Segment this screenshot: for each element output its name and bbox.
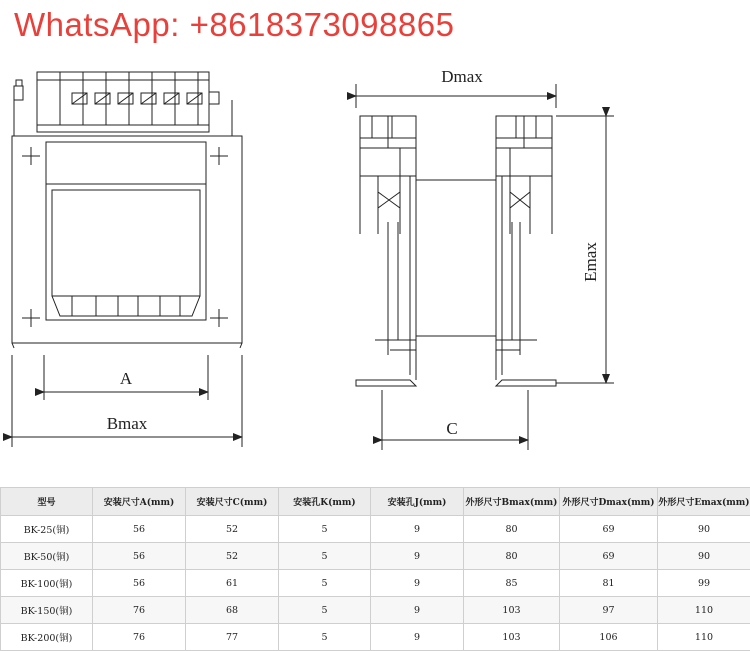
table-cell: 69	[560, 516, 658, 543]
table-cell: 9	[371, 570, 464, 597]
table-cell: 56	[93, 516, 186, 543]
table-cell: 90	[658, 543, 750, 570]
table-cell: 5	[279, 624, 371, 651]
side-view	[356, 84, 614, 450]
table-cell: 103	[464, 597, 560, 624]
column-header-hole-k: 安装孔K(mm)	[279, 488, 371, 516]
table-cell: BK-200(铜)	[1, 624, 93, 651]
table-cell: 110	[658, 624, 750, 651]
table-cell: 56	[93, 543, 186, 570]
table-cell: 61	[186, 570, 279, 597]
table-cell: 80	[464, 543, 560, 570]
table-cell: 52	[186, 516, 279, 543]
dimension-bmax-label: Bmax	[107, 414, 148, 433]
table-row	[1, 624, 750, 651]
table-cell: 90	[658, 516, 750, 543]
dimension-c-label: C	[446, 419, 457, 438]
table-cell: 80	[464, 516, 560, 543]
column-header-dim-a: 安装尺寸A(mm)	[93, 488, 186, 516]
table-cell: 9	[371, 543, 464, 570]
table-cell: 76	[93, 624, 186, 651]
column-header-emax: 外形尺寸Emax(mm)	[658, 488, 750, 516]
table-cell: 5	[279, 516, 371, 543]
table-cell: 81	[560, 570, 658, 597]
dimension-dmax-label: Dmax	[441, 67, 483, 86]
table-cell: 68	[186, 597, 279, 624]
table-cell: 103	[464, 624, 560, 651]
table-cell: BK-50(铜)	[1, 543, 93, 570]
table-row	[1, 516, 750, 543]
table-cell: BK-25(铜)	[1, 516, 93, 543]
dimension-a-label: A	[120, 369, 133, 388]
table-row	[1, 543, 750, 570]
table-cell: 9	[371, 516, 464, 543]
watermark-text: WhatsApp: +8618373098865	[14, 6, 454, 44]
table-row	[1, 597, 750, 624]
table-cell: 99	[658, 570, 750, 597]
spec-table	[0, 487, 750, 651]
column-header-dmax: 外形尺寸Dmax(mm)	[560, 488, 658, 516]
table-cell: BK-150(铜)	[1, 597, 93, 624]
table-cell: 5	[279, 570, 371, 597]
dimension-emax-label: Emax	[581, 242, 600, 282]
table-cell: 85	[464, 570, 560, 597]
front-view	[12, 72, 242, 447]
table-cell: 9	[371, 624, 464, 651]
table-cell: 9	[371, 597, 464, 624]
column-header-dim-c: 安装尺寸C(mm)	[186, 488, 279, 516]
table-cell: 110	[658, 597, 750, 624]
table-cell: 52	[186, 543, 279, 570]
table-cell: BK-100(铜)	[1, 570, 93, 597]
table-cell: 76	[93, 597, 186, 624]
table-cell: 69	[560, 543, 658, 570]
table-row	[1, 570, 750, 597]
table-cell: 5	[279, 543, 371, 570]
table-cell: 5	[279, 597, 371, 624]
table-cell: 106	[560, 624, 658, 651]
table-header-row	[1, 488, 750, 516]
column-header-bmax: 外形尺寸Bmax(mm)	[464, 488, 560, 516]
column-header-hole-j: 安装孔J(mm)	[371, 488, 464, 516]
table-cell: 97	[560, 597, 658, 624]
table-cell: 56	[93, 570, 186, 597]
column-header-model: 型号	[1, 488, 93, 516]
table-cell: 77	[186, 624, 279, 651]
